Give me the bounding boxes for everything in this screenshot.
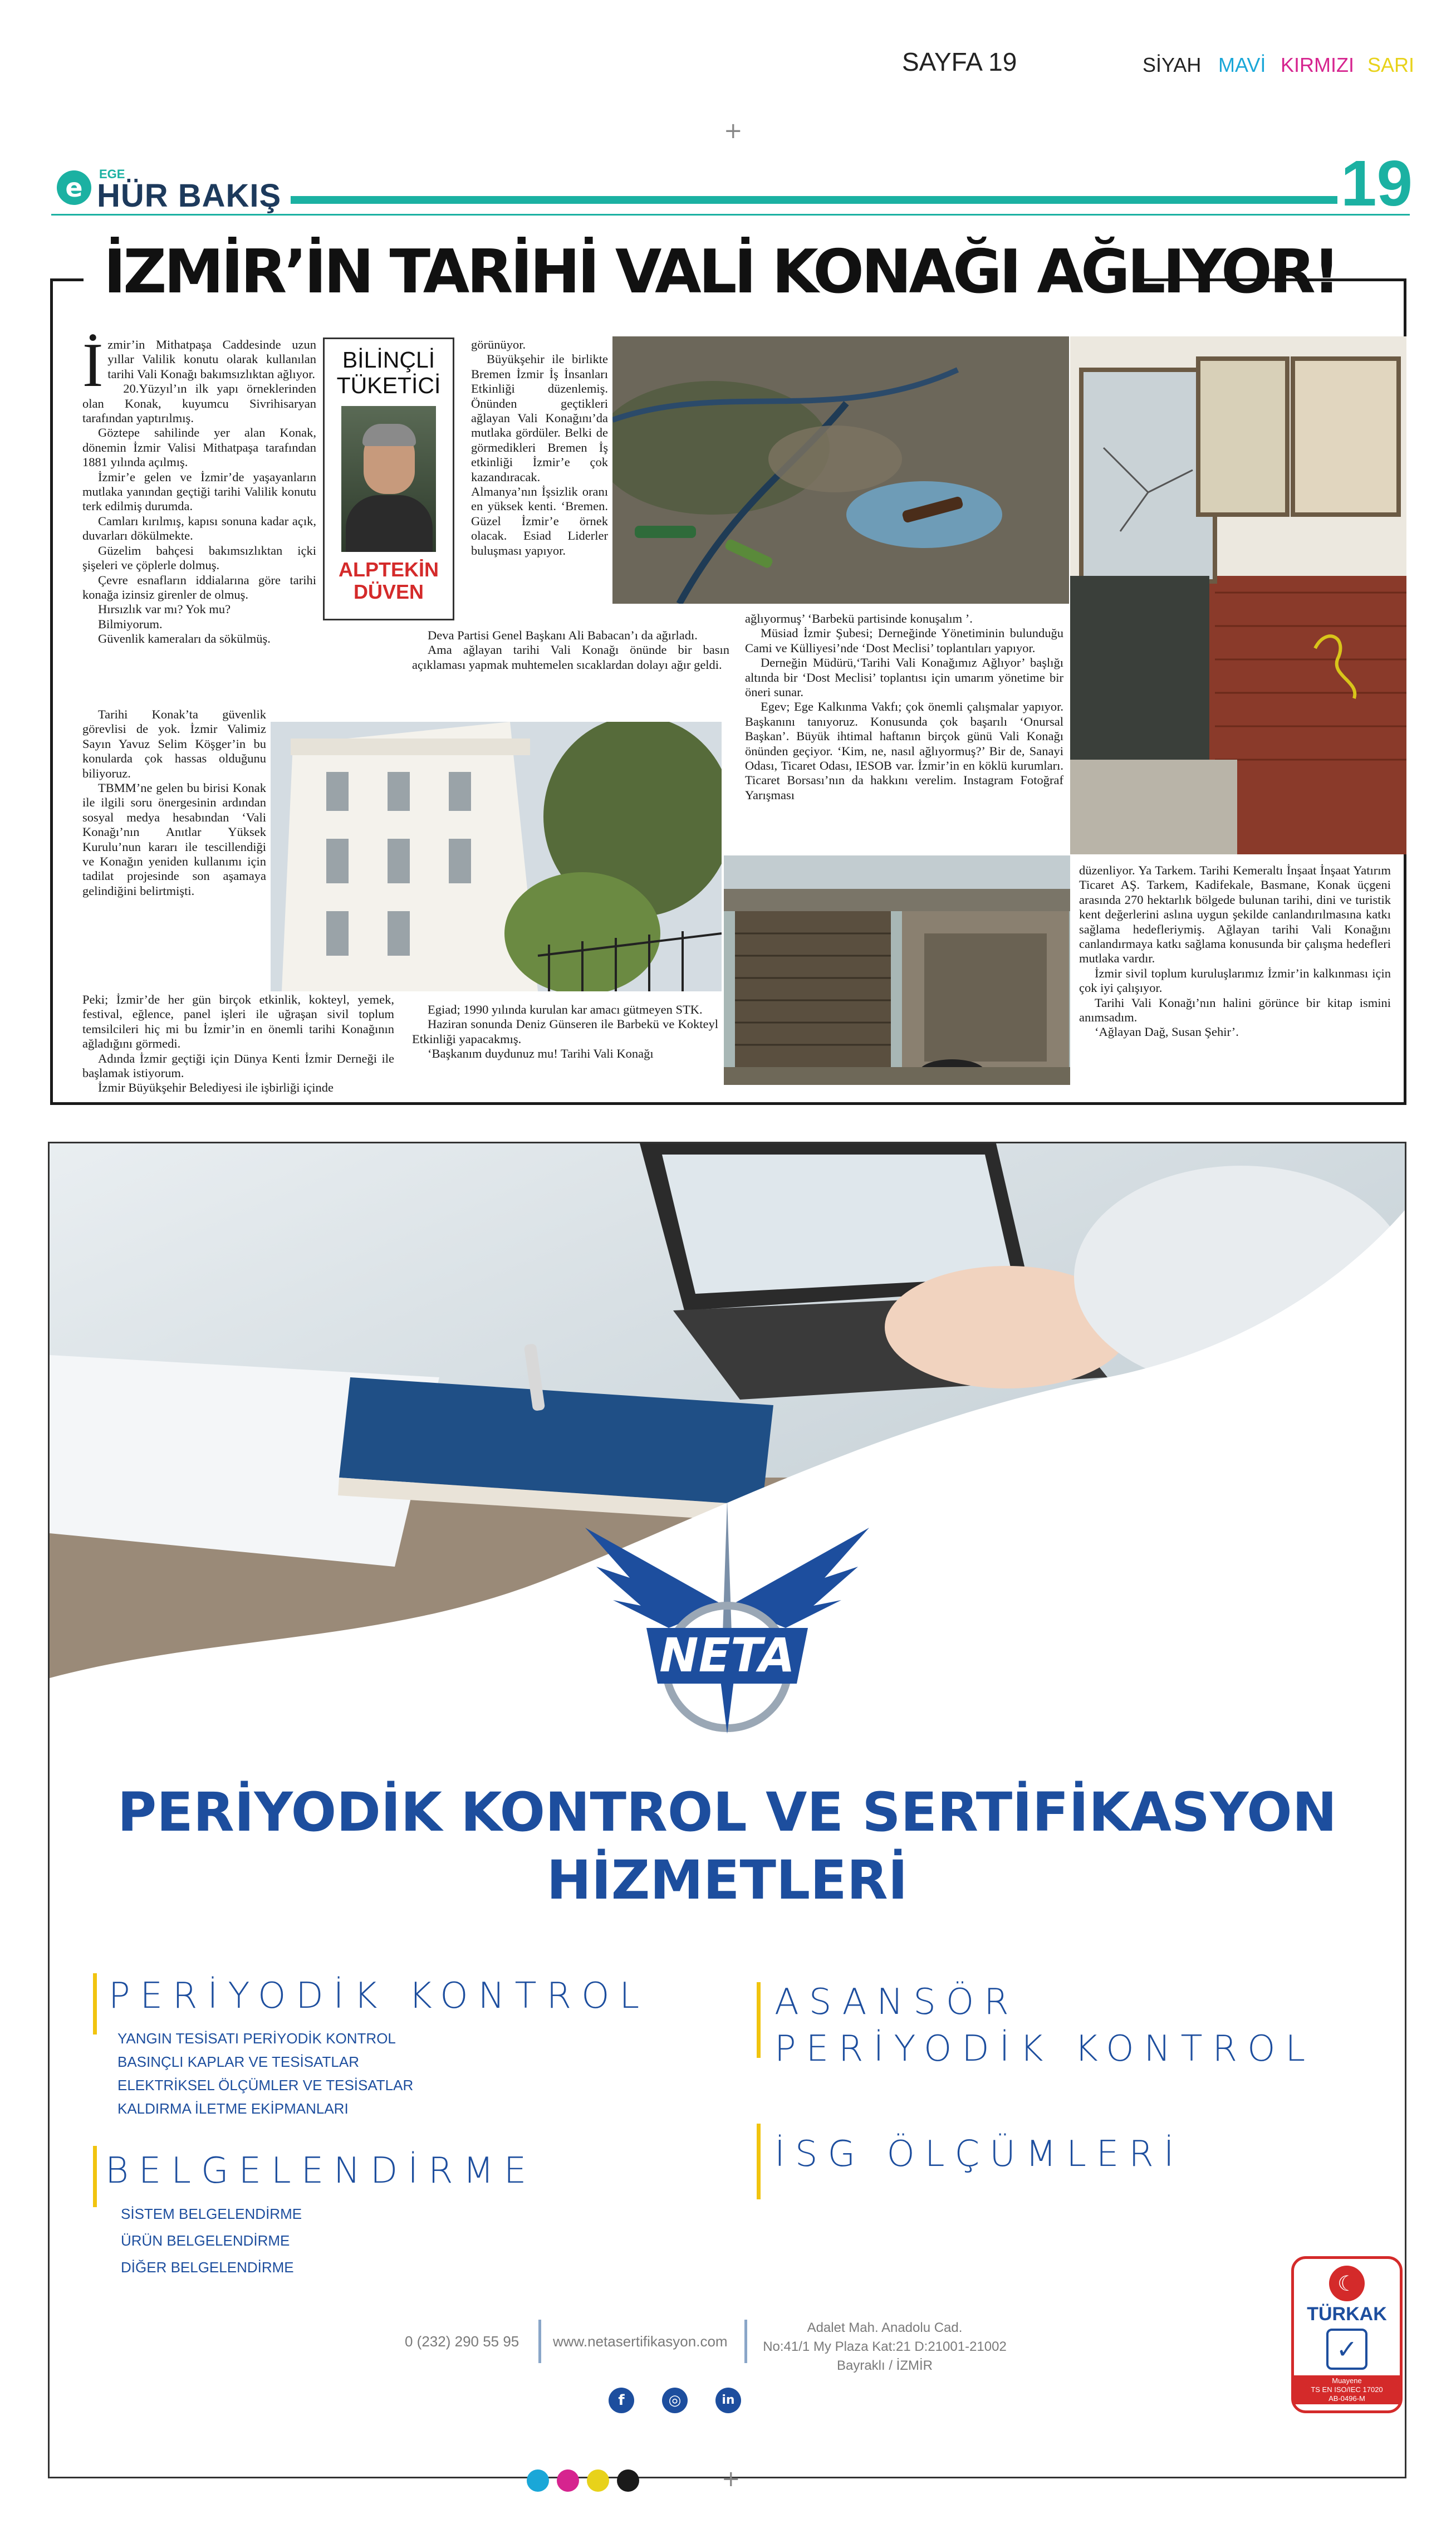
contact-phone[interactable]: 0 (232) 290 55 95 — [405, 2333, 519, 2350]
service-item: SİSTEM BELGELENDİRME — [121, 2205, 302, 2222]
service-title-line: ASANSÖR — [774, 1982, 1019, 2023]
paragraph: ‘Başkanım duydunuz mu! Tarihi Vali Konağı — [428, 1046, 654, 1061]
paragraph: Peki; İzmir’de her gün birçok etkinlik, kokteyl, yemek, festival, eğlence, panel işleri ile uğraşan sivil toplum temsilcileri hiç mi bu İzmir’in en önemli tarihi Konağının ağladığını görmedi. — [82, 992, 394, 1051]
paragraph: Deva Partisi Genel Başkanı Ali Babacan’ı da ağırladı. — [428, 628, 698, 642]
registration-dot-cyan — [527, 2469, 549, 2492]
page-number: 19 — [1341, 147, 1413, 219]
article-column-4 — [1079, 863, 1391, 1040]
accent-bar — [93, 1973, 97, 2035]
service-title-elevator — [774, 1979, 1315, 2072]
service-title-certification: BELGELENDİRME — [105, 2150, 537, 2192]
paragraph: Ama ağlayan tarihi Vali Konağı önünde bir basın açıklaması yapmak muhtemelen sıcaklardan dolayı ağır geldi. — [412, 643, 729, 672]
service-title-isg: İSG ÖLÇÜMLERİ — [774, 2134, 1184, 2175]
accent-bar — [757, 2124, 761, 2199]
color-label-black: SİYAH — [1143, 53, 1202, 76]
registration-dot-black — [617, 2469, 639, 2492]
address-line: No:41/1 My Plaza Kat:21 D:21001-21002 — [763, 2339, 1007, 2354]
color-label-cyan: MAVİ — [1218, 53, 1266, 76]
service-item: ELEKTRİKSEL ÖLÇÜMLER VE TESİSATLAR — [117, 2077, 414, 2094]
paragraph: görünüyor. — [471, 338, 526, 351]
turkak-line: TS EN ISO/IEC 17020 — [1311, 2385, 1383, 2394]
service-list-certification — [121, 2200, 302, 2281]
paragraph: Büyükşehir ile birlikte Bremen İzmir İş İnsanları Etkinliği düzenlemiş. Önünden geçtikleri ağlayan Vali Konağını’da mutlaka gördüler. Belki de görmedikleri Bremen İş etkinliği İzmir’e çok kazandıracak. Almanya’nın İşsizlik oranı en yüksek kenti. ‘Bremen. Güzel İzmir’e örnek olacak. Esiad Liderler buluşması yapıyor. — [471, 352, 608, 557]
contact-divider — [538, 2320, 541, 2363]
service-title-periodic: PERİYODİK KONTROL — [109, 1975, 650, 2017]
columnist-photo — [341, 406, 436, 552]
service-item: YANGIN TESİSATI PERİYODİK KONTROL — [117, 2030, 396, 2047]
facebook-icon[interactable]: f — [609, 2388, 634, 2413]
paragraph: İzmir’e gelen ve İzmir’de yaşayanların mutlaka yanından geçtiği tarihi Valilik konutu terk edilmiş durumda. — [82, 470, 316, 513]
columnist-name-line: DÜVEN — [353, 580, 424, 603]
service-title-line: PERİYODİK KONTROL — [774, 2028, 1316, 2070]
masthead-logo-icon: e — [57, 170, 91, 205]
ad-headline-line: PERİYODİK KONTROL VE SERTİFİKASYON — [117, 1781, 1337, 1843]
photo-vali-konagi — [271, 722, 722, 991]
paragraph: İzmir Büyükşehir Belediyesi ile işbirliği içinde — [98, 1080, 334, 1095]
address-line: Adalet Mah. Anadolu Cad. — [807, 2320, 963, 2335]
ad-headline — [50, 1778, 1405, 1914]
article-column-1c — [82, 992, 394, 1096]
turkak-footer — [1294, 2375, 1400, 2404]
photo-konak-entrance-art — [1070, 336, 1406, 854]
dropcap: İ — [82, 331, 104, 400]
color-label-magenta: KIRMIZI — [1281, 53, 1354, 76]
article-column-2b — [412, 628, 729, 672]
neta-logo-emblem — [563, 1500, 891, 1750]
photo-shuttered-kiosk-art — [724, 855, 1070, 1085]
instagram-icon[interactable]: ◎ — [662, 2388, 688, 2413]
paragraph: Çevre esnafların iddialarına göre tarihi konağa izinsiz girenler de olmuş. — [82, 573, 316, 601]
contact-address — [762, 2319, 1007, 2375]
paragraph: TBMM’ne gelen bu birisi Konak ile ilgili soru önergesinin ardından sosyal medya hesabından ‘Vali Konağı’nın Anıtlar Yüksek Kurulu’nun kararı ile tescillendiği ve Konağın yeniden kullanımı için tadilat projesinde son aşamaya gelindiğini belirtmişti. — [82, 781, 266, 898]
paragraph: ağlıyormuş’ ‘Barbekü partisinde konuşalım ’. — [745, 612, 973, 625]
article-column-1a — [82, 331, 316, 647]
paragraph: Göztepe sahilinde yer alan Konak, dönemin İzmir Valisi Mithatpaşa tarafından 1881 yılında açılmış. — [82, 426, 316, 470]
photo-konak-entrance — [1070, 336, 1406, 854]
article-column-3 — [745, 612, 1063, 803]
photo-garden-litter — [612, 336, 1069, 604]
paragraph: Güzelim bahçesi bakımsızlıktan içki şişeleri ve çöplerle dolmuş. — [82, 543, 316, 573]
registration-dot-magenta — [557, 2469, 579, 2492]
columnist-name — [325, 559, 453, 603]
masthead-logo-small: EGE — [99, 167, 125, 181]
linkedin-icon[interactable]: in — [715, 2388, 741, 2413]
paragraph: Tarihi Vali Konağı’nın halini görünce bir kitap ismini anımsadım. — [1079, 995, 1391, 1025]
page-label: SAYFA 19 — [902, 47, 1017, 76]
paragraph: Güvenlik kameraları da sökülmüş. — [98, 632, 271, 646]
service-item: DİĞER BELGELENDİRME — [121, 2259, 294, 2276]
portrait-hair — [362, 424, 416, 446]
columnist-box — [323, 338, 454, 620]
contact-website[interactable]: www.netasertifikasyon.com — [553, 2333, 728, 2350]
paragraph: Bilmiyorum. — [98, 617, 163, 631]
masthead-rule — [291, 196, 1337, 204]
paragraph: Haziran sonunda Deniz Günseren ile Barbekü ve Kokteyl Etkinliği yapacakmış. — [412, 1017, 718, 1046]
masthead-underline — [51, 214, 1410, 216]
service-item: BASINÇLI KAPLAR VE TESİSATLAR — [117, 2053, 359, 2070]
accent-bar — [93, 2146, 97, 2207]
crop-mark-bottom: + — [722, 2466, 741, 2492]
accent-bar — [757, 1982, 761, 2058]
service-item: ÜRÜN BELGELENDİRME — [121, 2232, 290, 2249]
masthead-name: HÜR BAKIŞ — [97, 178, 282, 214]
paragraph: Müsiad İzmir Şubesi; Derneğinde Yönetiminin bulunduğu Cami ve Külliyesi’nde ‘Dost Meclisi’ toplantıları yapıyor. — [745, 626, 1063, 655]
paragraph: ‘Ağlayan Dağ, Susan Şehir’. — [1095, 1025, 1239, 1039]
turkak-check-icon: ✓ — [1326, 2329, 1367, 2370]
paragraph: Tarihi Konak’ta güvenlik görevlisi de yok. İzmir Valimiz Sayın Yavuz Selim Köşger’in bu konularda çok hassas olduğunu biliyoruz. — [82, 707, 266, 780]
article-column-2a — [471, 338, 608, 558]
ad-headline-line: HİZMETLERİ — [546, 1849, 908, 1911]
registration-dot-yellow — [587, 2469, 609, 2492]
columnist-kicker — [325, 347, 453, 398]
paragraph: zmir’in Mithatpaşa Caddesinde uzun yıllar Valilik konutu olarak kullanılan tarihi Vali Konağı bakımsızlıktan ağlıyor. — [107, 338, 316, 381]
portrait-coat — [346, 495, 433, 552]
paragraph: Egiad; 1990 yılında kurulan kar amacı gütmeyen STK. — [428, 1002, 703, 1016]
photo-garden-litter-art — [612, 336, 1069, 604]
color-label-yellow: SARI — [1367, 53, 1415, 76]
paragraph: Egev; Ege Kalkınma Vakfı; çok önemli çalışmalar yapıyor. Başkanını tanıyoruz. Konusunda çok başarılı ‘Onursal Başkan’. Büyük ihtimal haftanın birçok günü Vali Konağı önünden geçiyor. ‘Kim, ne, nasıl ağlıyormuş?’ Bir de, Sanayi Odası, Ticaret Odası, IESOB var. İzmir’in en köklü kurumları. Ticaret Borsası’nın da hakkını verelim. Instagram Fotoğraf Yarışması — [745, 700, 1063, 802]
article-column-1b — [82, 707, 266, 898]
columnist-kicker-line: TÜKETİCİ — [336, 373, 441, 398]
turkak-crescent-icon: ☾ — [1329, 2266, 1365, 2301]
paragraph: Camları kırılmış, kapısı sonuna kadar açık, duvarları dökülmekte. — [82, 513, 316, 543]
article-title: İZMİR’İN TARİHİ VALİ KONAĞI AĞLIYOR! — [104, 237, 1338, 307]
paragraph: 20.Yüzyıl’ın ilk yapı örneklerinden olan Konak, kuyumcu Sivrihisaryan tarafından yaptırılmış. — [82, 382, 316, 426]
columnist-name-line: ALPTEKİN — [339, 558, 439, 581]
photo-vali-konagi-art — [271, 722, 722, 991]
address-line: Bayraklı / İZMİR — [836, 2358, 933, 2373]
neta-logo-text: NETA — [659, 1628, 795, 1683]
service-item: KALDIRMA İLETME EKİPMANLARI — [117, 2100, 349, 2117]
neta-advertisement — [48, 1142, 1406, 2478]
photo-shuttered-kiosk — [724, 855, 1070, 1085]
columnist-kicker-line: BİLİNÇLİ — [342, 347, 435, 373]
paragraph: İzmir sivil toplum kuruluşlarımız İzmir’in kalkınması için çok iyi çalışıyor. — [1079, 966, 1391, 995]
turkak-line: AB-0496-M — [1328, 2394, 1365, 2403]
turkak-accreditation-badge — [1291, 2256, 1403, 2413]
paragraph: Derneğin Müdürü,‘Tarihi Vali Konağımız Ağlıyor’ başlığı altında bir ‘Dost Meclisi’ toplantısı için umarım yönetime bir öneri sunar. — [745, 656, 1063, 700]
turkak-line: Muayene — [1332, 2376, 1362, 2385]
paragraph: düzenliyor. Ya Tarkem. Tarihi Kemeraltı İnşaat İnşaat Yatırım Ticaret AŞ. Tarkem, Kadifekale, Basmane, Konak üçgeni arasında 270 hektarlık bölgede bulunan tarihi, dini ve turistik kent değerlerini aslına uygun şekilde canlandırılmasına katkı sağlama hedefleriymiş. Ağlayan tarihi Vali Konağını canlandırmaya katkı sağlama konusunda bir çalışma hedefleri mutlaka vardır. — [1079, 863, 1391, 966]
paragraph: Hırsızlık var mı? Yok mu? — [98, 602, 231, 617]
paragraph: Adında İzmir geçtiği için Dünya Kenti İzmir Derneği ile başlamak istiyorum. — [82, 1051, 394, 1080]
turkak-name: TÜRKAK — [1307, 2304, 1387, 2325]
article-column-2c — [412, 1002, 718, 1062]
crop-mark-top: + — [724, 118, 743, 144]
service-list-periodic — [117, 2027, 413, 2120]
contact-divider — [744, 2320, 747, 2363]
